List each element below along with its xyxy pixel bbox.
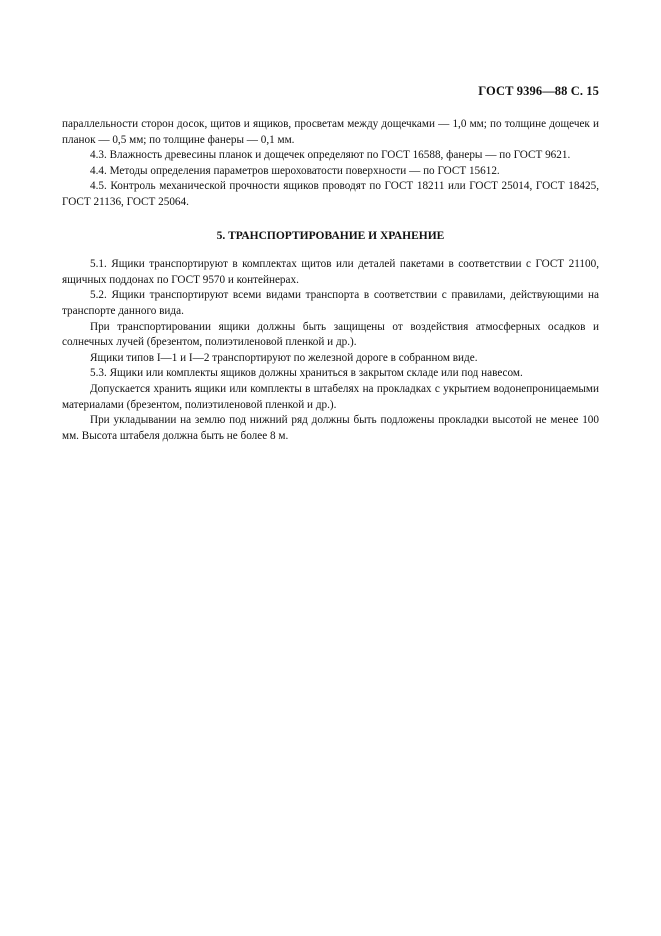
paragraph-4-5: 4.5. Контроль механической прочности ящиков проводят по ГОСТ 18211 или ГОСТ 25014, ГОСТ 18425, ГОСТ 21136, ГОСТ 25064. [62,180,599,208]
paragraph-continuation: параллельности сторон досок, щитов и ящиков, просветам между дощечками — 1,0 мм; по толщине дощечек и планок — 0,5 мм; по толщине фанеры — 0,1 мм. [62,118,599,146]
paragraph-4-4: 4.4. Методы определения параметров шероховатости поверхности — по ГОСТ 15612. [90,164,500,177]
paragraph-ground-placement: При укладывании на землю под нижний ряд должны быть подложены прокладки высотой не менее 100 мм. Высота штабеля должна быть не более 8 м. [62,414,599,442]
paragraph-railway: Ящики типов I—1 и I—2 транспортируют по железной дороге в собранном виде. [90,351,478,364]
paragraph-5-2: 5.2. Ящики транспортируют всеми видами транспорта в соответствии с правилами, действующими на транспорте данного вида. [62,289,599,317]
paragraph-5-3: 5.3. Ящики или комплекты ящиков должны храниться в закрытом складе или под навесом. [90,367,523,380]
document-body [62,117,599,444]
paragraph-5-1: 5.1. Ящики транспортируют в комплектах щитов или деталей пакетами в соответствии с ГОСТ 21100, ящичных поддонах по ГОСТ 9570 и контейнерах. [62,258,599,286]
paragraph-transport-protection: При транспортировании ящики должны быть защищены от воздействия атмосферных осадков и солнечных лучей (брезентом, полиэтиленовой пленкой и др.). [62,320,599,349]
section-title: 5. ТРАНСПОРТИРОВАНИЕ И ХРАНЕНИЕ [216,229,445,242]
page-header: ГОСТ 9396—88 С. 15 [478,84,599,98]
paragraph-4-3: 4.3. Влажность древесины планок и дощечек определяют по ГОСТ 16588, фанеры — по ГОСТ 9621. [90,149,571,162]
paragraph-stacking: Допускается хранить ящики или комплекты в штабелях на прокладках с укрытием водонепроницаемыми материалами (брезентом, полиэтиленовой пленкой и др.). [62,382,599,411]
